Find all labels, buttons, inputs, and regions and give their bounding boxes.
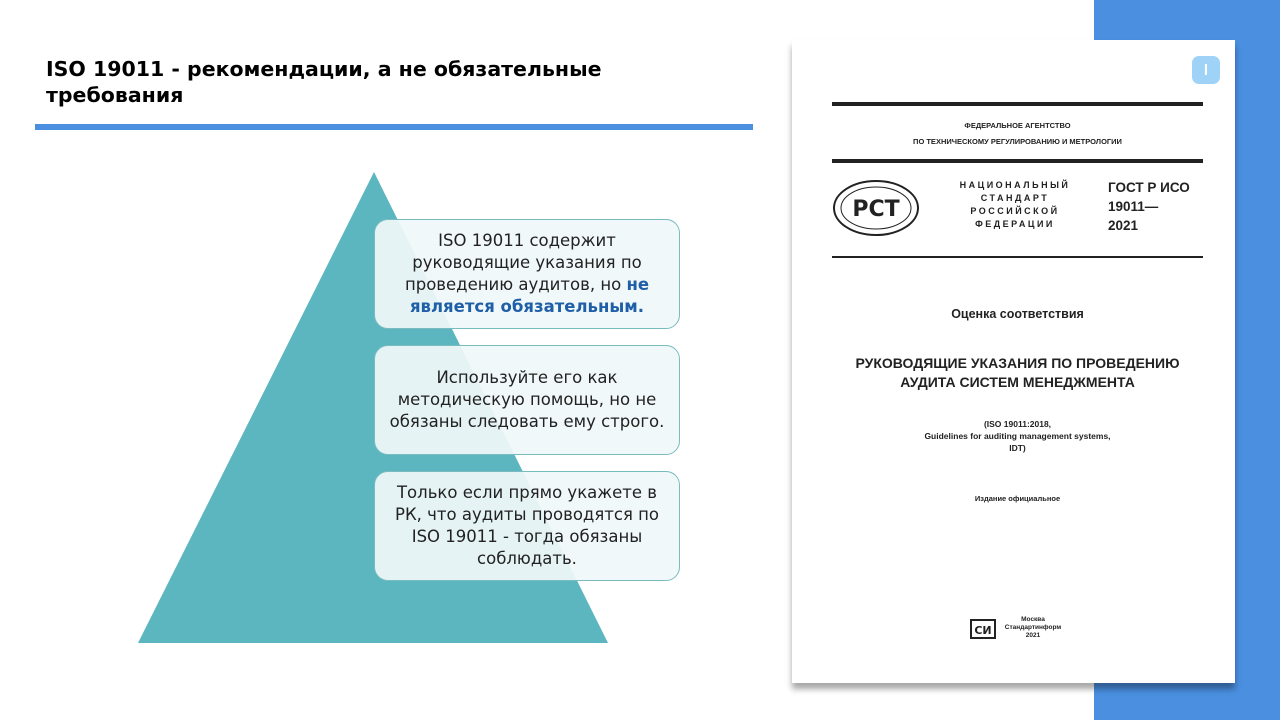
- document-title: [822, 354, 1213, 392]
- pyramid-card-1: [374, 219, 680, 329]
- agency-line-2: ПО ТЕХНИЧЕСКОМУ РЕГУЛИРОВАНИЮ И МЕТРОЛОГИИ: [913, 137, 1122, 146]
- pyramid-card-3: [374, 471, 680, 581]
- card-1-text: ISO 19011 содержит руководящие указания по проведению аудитов, но: [404, 231, 642, 294]
- reference-line-3: IDT): [1009, 443, 1026, 453]
- national-line-2: СТАНДАРТ: [980, 193, 1050, 203]
- reference-line-1: (ISO 19011:2018,: [983, 419, 1052, 429]
- document-edition: Издание официальное: [974, 494, 1061, 503]
- document-title-line-1: РУКОВОДЯЩИЕ УКАЗАНИЯ ПО ПРОВЕДЕНИЮ: [855, 355, 1180, 371]
- pyramid-card-2: [374, 345, 680, 455]
- title-underline: [35, 124, 753, 130]
- card-2-text: Используйте его как методическую помощь, но не обязаны следовать ему строго.: [389, 368, 665, 431]
- publisher-line-1: Москва: [1021, 616, 1045, 623]
- publisher-logo-icon: [970, 619, 996, 639]
- national-line-3: РОССИЙСКОЙ: [970, 206, 1060, 216]
- document-subject: Оценка соответствия: [951, 307, 1084, 321]
- national-standard-label: [950, 179, 1080, 231]
- logo-badge-icon: l: [1192, 56, 1220, 84]
- gost-number: [1108, 178, 1208, 235]
- publisher-line-3: 2021: [1025, 632, 1041, 639]
- document-title-line-2: АУДИТА СИСТЕМ МЕНЕДЖМЕНТА: [900, 374, 1135, 390]
- publisher-logo-text: СИ: [974, 624, 992, 637]
- card-1-highlight: не является обязательным.: [409, 275, 650, 316]
- gost-emblem-icon: [832, 179, 920, 237]
- cover-rule-middle: [832, 159, 1203, 163]
- cover-rule-bottom: [832, 256, 1203, 258]
- gost-line-1: ГОСТ Р ИСО: [1108, 180, 1190, 195]
- cover-rule-top: [832, 102, 1203, 106]
- gost-line-3: 2021: [1108, 218, 1139, 233]
- slide-title: ISO 19011 - рекомендации, а не обязательные требования: [46, 57, 602, 107]
- emblem-text: РСТ: [852, 197, 900, 222]
- gost-line-2: 19011—: [1108, 199, 1159, 214]
- national-line-4: ФЕДЕРАЦИИ: [975, 219, 1055, 229]
- agency-line-1: ФЕДЕРАЛЬНОЕ АГЕНТСТВО: [964, 121, 1071, 130]
- standard-cover-image: [792, 40, 1235, 683]
- reference-line-2: Guidelines for auditing management systems,: [924, 431, 1111, 441]
- national-line-1: НАЦИОНАЛЬНЫЙ: [959, 180, 1071, 190]
- publisher-line-2: Стандартинформ: [1004, 624, 1062, 631]
- publisher-info: [998, 616, 1068, 640]
- document-reference: [832, 418, 1203, 454]
- card-3-text: Только если прямо укажете в РК, что аудиты проводятся по ISO 19011 - тогда обязаны соблюдать.: [395, 483, 659, 568]
